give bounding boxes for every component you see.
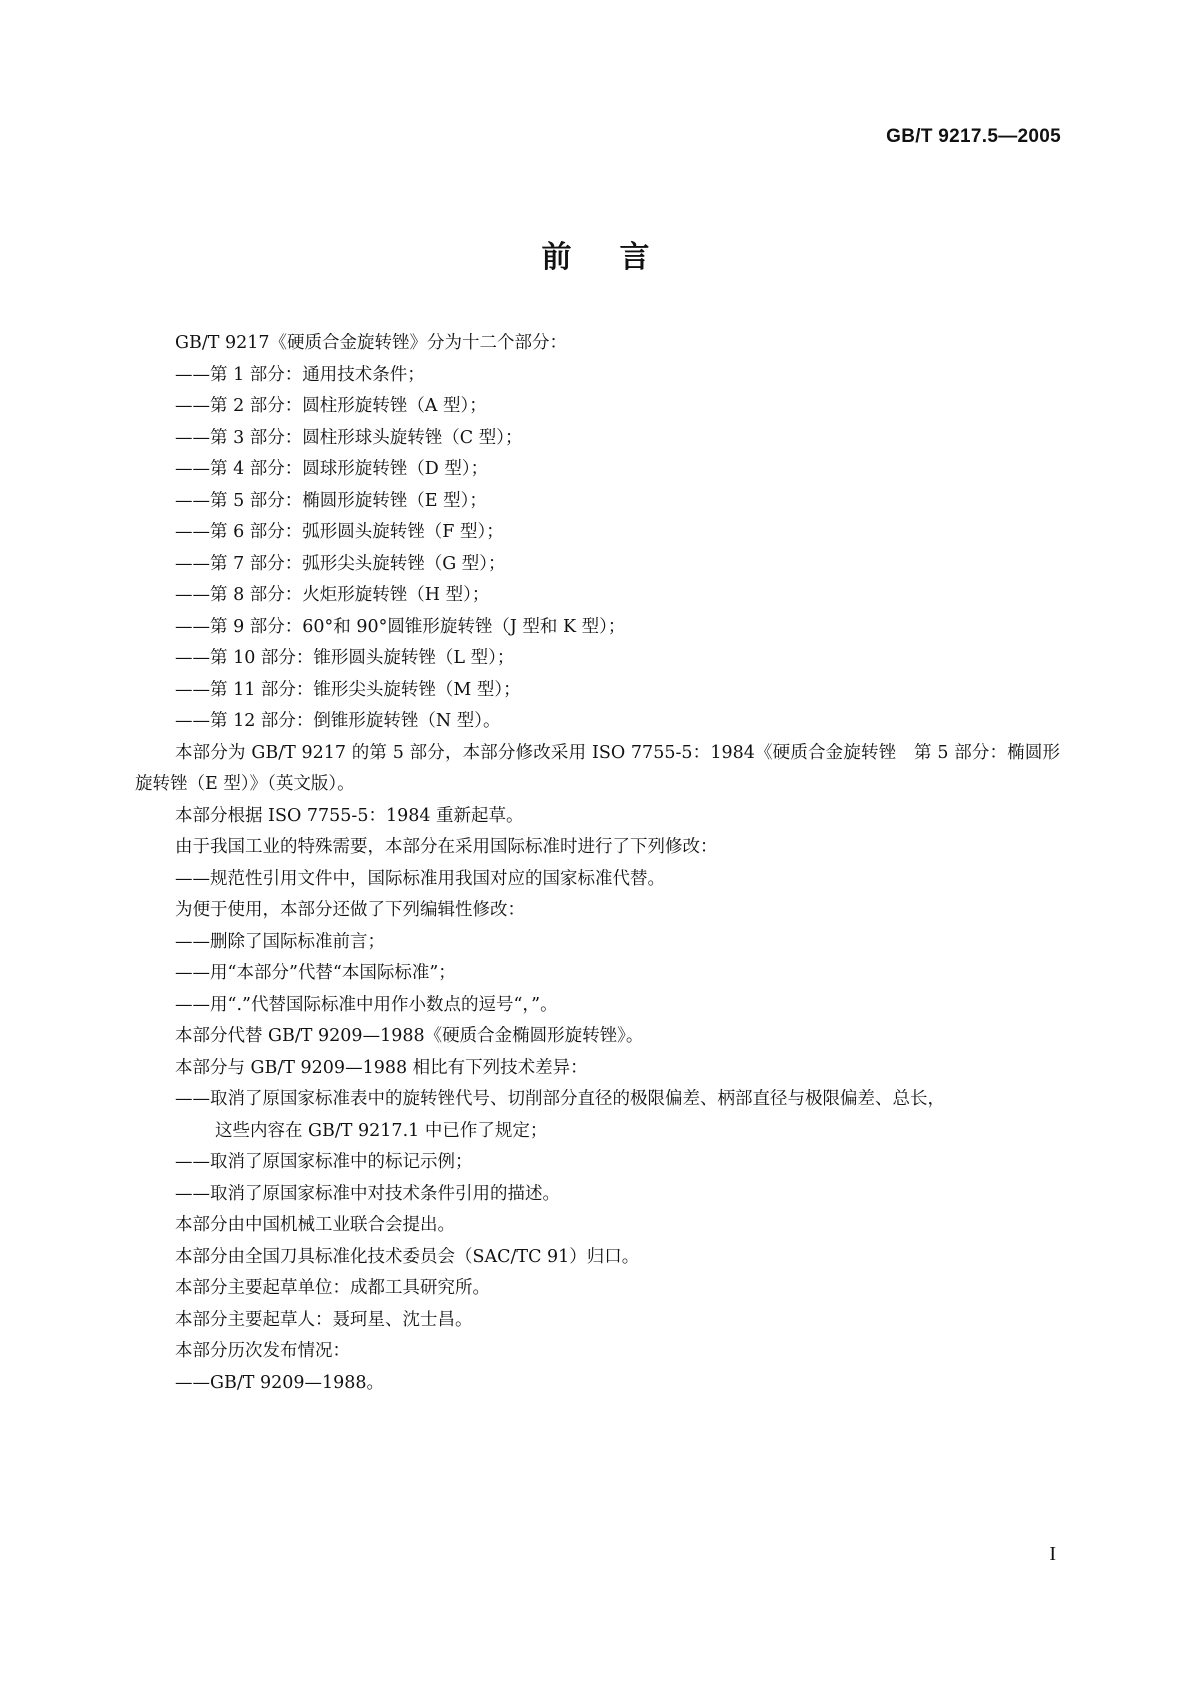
standard-code: GB/T 9217.5—2005 <box>886 126 1061 147</box>
list-item: ——第 2 部分：圆柱形旋转锉（A 型）； <box>175 396 487 416</box>
page-number: I <box>1049 1543 1056 1565</box>
list-item: ——第 3 部分：圆柱形球头旋转锉（C 型）； <box>175 427 523 448</box>
paragraph: 本部分为 GB/T 9217 的第 5 部分，本部分修改采用 ISO 7755-5：1984《硬质合金旋转锉 第 5 部分：椭圆形旋转锉（E 型）》（英文版）。 <box>135 742 1060 794</box>
list-item-continuation: 这些内容在 GB/T 9217.1 中已作了规定； <box>215 1120 548 1141</box>
paragraph: 由于我国工业的特殊需要，本部分在采用国际标准时进行了下列修改： <box>175 837 718 857</box>
paragraph: 本部分主要起草单位：成都工具研究所。 <box>175 1278 490 1298</box>
list-item: ——用“.”代替国际标准中用作小数点的逗号“，”。 <box>175 994 558 1015</box>
list-item: ——第 10 部分：锥形圆头旋转锉（L 型）； <box>175 648 515 668</box>
paragraph: 为便于使用，本部分还做了下列编辑性修改： <box>175 900 525 920</box>
list-item: ——取消了原国家标准中的标记示例； <box>175 1152 473 1172</box>
paragraph: 本部分历次发布情况： <box>175 1341 350 1361</box>
document-body <box>135 328 1060 1399</box>
list-item: ——第 1 部分：通用技术条件； <box>175 364 425 385</box>
list-item: ——第 11 部分：锥形尖头旋转锉（M 型）； <box>175 679 521 700</box>
list-item: ——取消了原国家标准表中的旋转锉代号、切削部分直径的极限偏差、柄部直径与极限偏差、总长， <box>175 1089 945 1109</box>
list-item: ——第 7 部分：弧形尖头旋转锉（G 型）； <box>175 553 506 574</box>
list-item: ——用“本部分”代替“本国际标准”； <box>175 963 456 983</box>
page-title: 前言 <box>541 240 698 275</box>
paragraph: 本部分由全国刀具标准化技术委员会（SAC/TC 91）归口。 <box>175 1246 640 1267</box>
paragraph: GB/T 9217《硬质合金旋转锉》分为十二个部分： <box>175 333 568 353</box>
list-item: ——第 9 部分：60°和 90°圆锥形旋转锉（J 型和 K 型）； <box>175 616 626 637</box>
list-item: ——第 12 部分：倒锥形旋转锉（N 型）。 <box>175 711 501 731</box>
paragraph: 本部分主要起草人：聂珂星、沈士昌。 <box>175 1309 473 1330</box>
list-item: ——第 8 部分：火炬形旋转锉（H 型）； <box>175 585 490 605</box>
paragraph: 本部分根据 ISO 7755-5：1984 重新起草。 <box>175 805 524 826</box>
list-item: ——规范性引用文件中，国际标准用我国对应的国家标准代替。 <box>175 868 665 889</box>
list-item: ——取消了原国家标准中对技术条件引用的描述。 <box>175 1183 560 1204</box>
paragraph: 本部分代替 GB/T 9209—1988《硬质合金椭圆形旋转锉》。 <box>175 1026 644 1046</box>
list-item: ——第 4 部分：圆球形旋转锉（D 型）； <box>175 459 489 479</box>
list-item: ——第 5 部分：椭圆形旋转锉（E 型）； <box>175 490 487 511</box>
paragraph: 本部分与 GB/T 9209—1988 相比有下列技术差异： <box>175 1057 588 1078</box>
list-item: ——GB/T 9209—1988。 <box>175 1372 385 1393</box>
list-item: ——删除了国际标准前言； <box>175 931 385 952</box>
paragraph: 本部分由中国机械工业联合会提出。 <box>175 1215 455 1235</box>
list-item: ——第 6 部分：弧形圆头旋转锉（F 型）； <box>175 522 504 542</box>
